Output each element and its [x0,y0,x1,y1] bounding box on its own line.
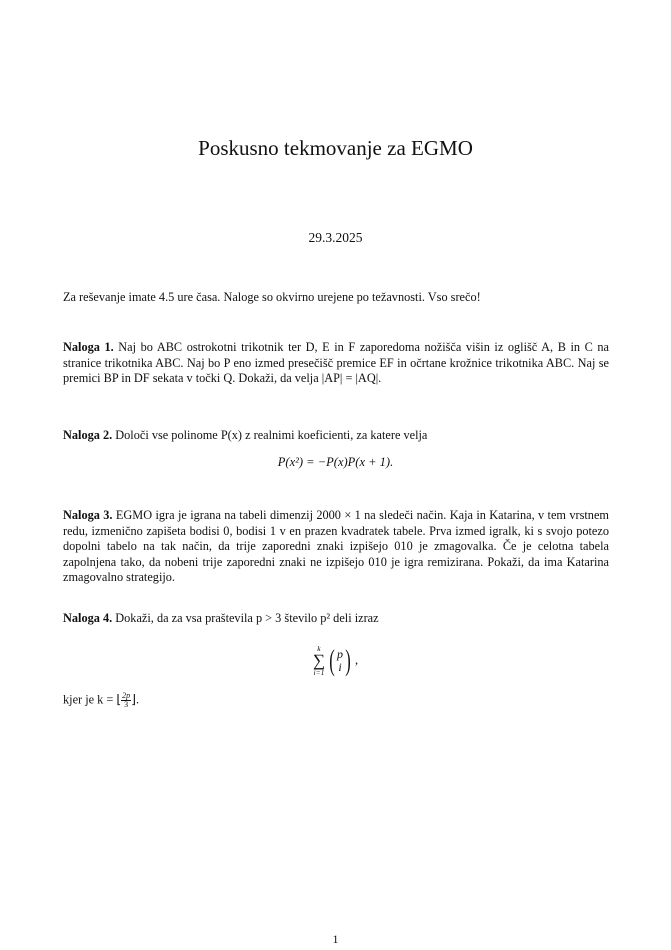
intro-paragraph: Za reševanje imate 4.5 ure časa. Naloge so okvirno urejene po težavnosti. Vso srečo! [63,290,481,304]
problem-1-label: Naloga 1. [63,340,114,354]
fraction-2p-3 [121,692,131,709]
page-number: 1 [332,932,339,946]
problem-2-text: Določi vse polinome P(x) z realnimi koeficienti, za katere velja [115,428,428,442]
sum-upper-limit: k [317,644,321,653]
problem-4-sum-equation [0,640,671,676]
date: 29.3.2025 [308,230,363,245]
problem-2-equation: P(x²) = −P(x)P(x + 1). [277,455,394,469]
problem-2-label: Naloga 2. [63,428,113,442]
problem-4-after-text [63,692,609,709]
problem-3 [63,508,609,586]
problem-2 [63,428,609,444]
floor-close: ⌋. [131,692,140,707]
problem-4 [63,611,609,627]
sigma-symbol: k ∑ i=1 [312,644,325,677]
sum-expression [313,645,358,676]
binom-top: p [337,646,343,661]
binom-bottom: i [338,659,342,674]
problem-4-text: Dokaži, da za vsa praštevila p > 3 število p² deli izraz [115,611,379,625]
sum-trailing-comma: , [355,653,359,667]
problem-1 [63,340,609,387]
fraction-denominator: 3 [124,700,129,709]
problem-1-text: Naj bo ABC ostrokotni trikotnik ter D, E in F zaporedoma nožišča višin iz oglišč A, B in C na stranice trikotnika ABC. Naj bo P eno izmed presečišč premice EF in očrtane krožnice trikotnika ABC. Naj se premici BP in DF sekata v točki Q. Dokaži, da velja |AP| = |AQ|. [63,340,610,386]
problem-4-label: Naloga 4. [63,611,113,625]
page-title: Poskusno tekmovanje za EGMO [198,136,473,160]
sum-lower-limit: i=1 [313,667,325,677]
fraction-numerator: 2p [122,691,131,700]
k-definition-text: kjer je k = ⌊ [63,692,122,707]
binomial-coefficient: ( p i ) [329,643,351,677]
problem-3-text: EGMO igra je igrana na tabeli dimenzij 2000 × 1 na sledeči način. Kaja in Katarina, v tem vrstnem redu, izmenično zapišeta bodisi 0, bodisi 1 v en prazen kvadratek tabele. Prva izmed igralk, ki s svojo potezo dopolni tabelo na tak način, da trije zaporedni znaki izpišejo 010 je zmagovalka. Če je celotna tabela zapolnjena tako, da nobeni trije zaporedni znaki ne izpišejo 010 je igra remizirana. Pokaži, da ima Katarina zmagovalno strategijo. [63,508,609,585]
problem-3-label: Naloga 3. [63,508,113,522]
